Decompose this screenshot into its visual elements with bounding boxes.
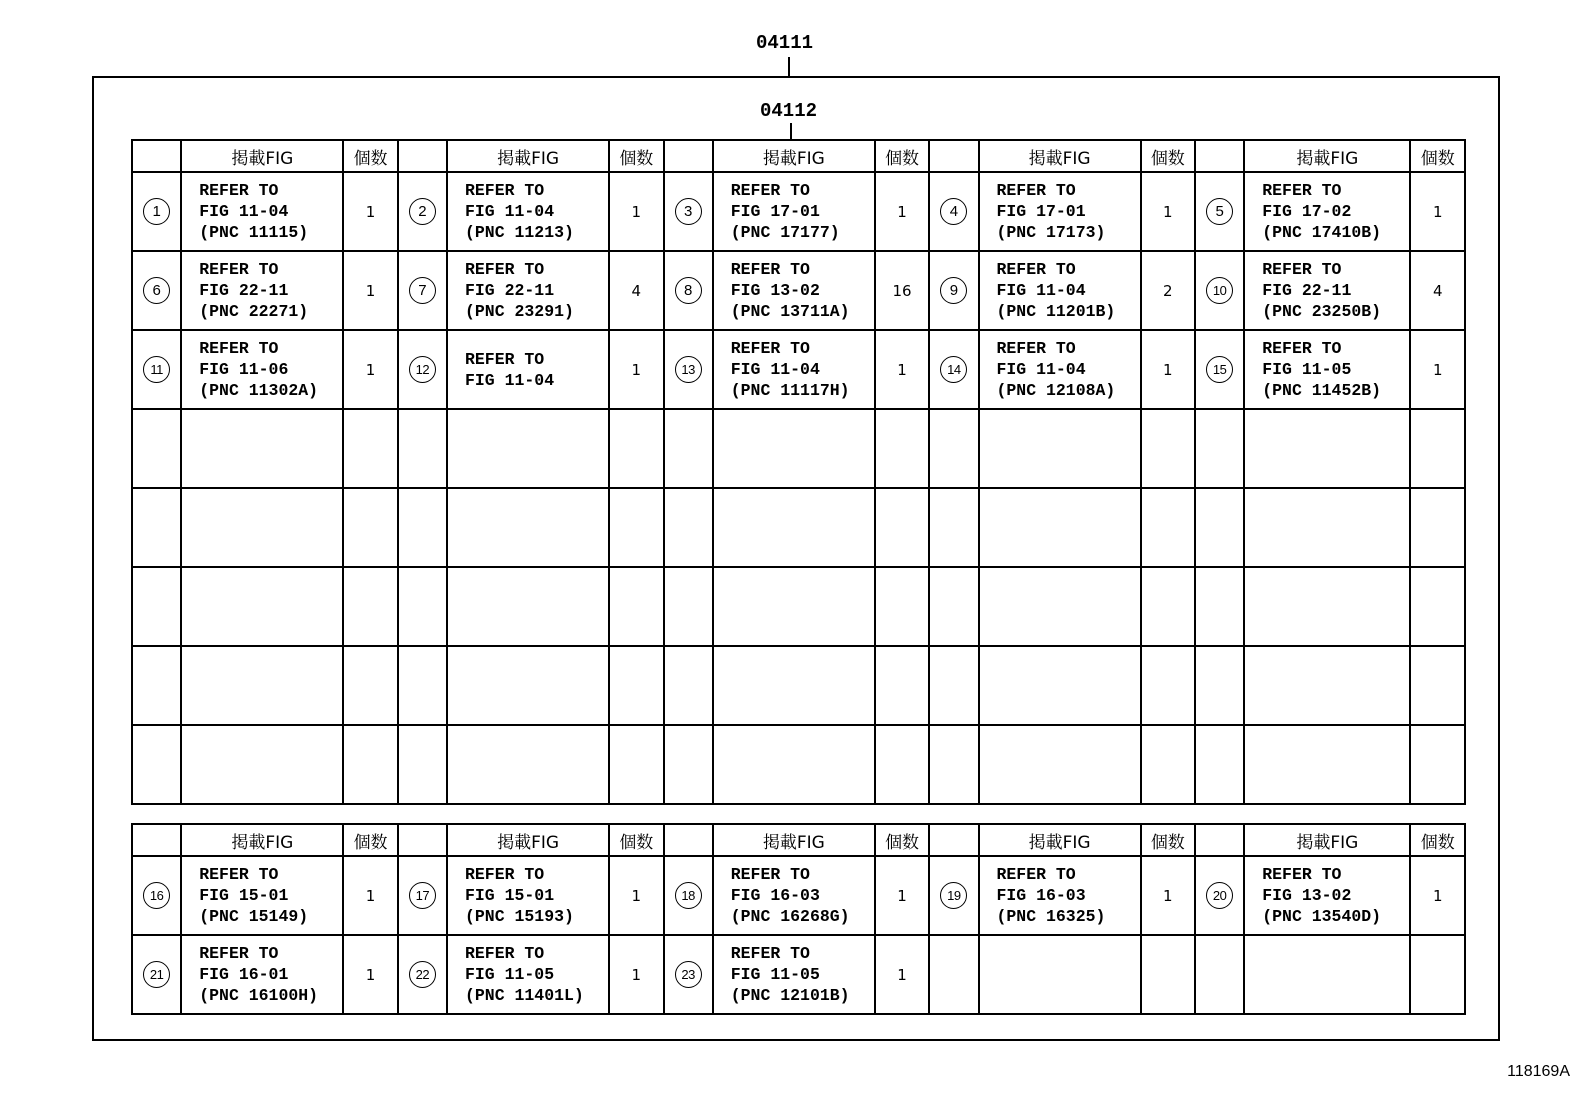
reference-cell	[713, 935, 875, 1014]
header-qty-cell: 個数	[875, 140, 929, 172]
reference-line: REFER TO	[730, 865, 810, 884]
reference-cell	[447, 409, 609, 488]
item-number-cell	[132, 409, 181, 488]
parts-table-top	[131, 139, 1466, 805]
reference-line: REFER TO	[465, 944, 545, 963]
item-number-cell	[132, 172, 181, 251]
quantity-cell	[609, 567, 663, 646]
reference-line: FIG 11-04	[996, 281, 1086, 300]
quantity-cell	[343, 725, 397, 804]
item-number-cell	[398, 725, 447, 804]
reference-line: REFER TO	[199, 865, 279, 884]
reference-line: REFER TO	[1262, 181, 1342, 200]
reference-cell	[447, 856, 609, 935]
reference-cell	[1244, 725, 1410, 804]
reference-line: (PNC 12101B)	[730, 986, 850, 1005]
quantity-cell: 1	[1410, 172, 1465, 251]
reference-line: REFER TO	[465, 181, 545, 200]
reference-line: FIG 11-05	[730, 965, 820, 984]
reference-cell	[979, 251, 1141, 330]
quantity-cell	[1141, 935, 1195, 1014]
item-number-cell	[398, 935, 447, 1014]
item-number-circle: 13	[675, 356, 702, 383]
reference-cell	[979, 935, 1141, 1014]
reference-line: REFER TO	[199, 944, 279, 963]
reference-line: FIG 22-11	[1262, 281, 1352, 300]
quantity-cell: 1	[875, 172, 929, 251]
header-fig-cell: 掲載FIG	[979, 140, 1141, 172]
quantity-cell: 1	[1410, 856, 1465, 935]
quantity-cell: 1	[1141, 856, 1195, 935]
item-number-cell	[929, 409, 978, 488]
quantity-cell: 1	[875, 856, 929, 935]
reference-cell	[979, 172, 1141, 251]
table-row	[132, 172, 1465, 251]
quantity-cell	[609, 646, 663, 725]
header-fig-cell: 掲載FIG	[1244, 140, 1410, 172]
reference-line: REFER TO	[730, 944, 810, 963]
header-num-cell	[132, 140, 181, 172]
reference-cell	[1244, 856, 1410, 935]
reference-line: FIG 13-02	[730, 281, 820, 300]
item-number-cell	[398, 646, 447, 725]
item-number-cell	[132, 567, 181, 646]
reference-cell	[979, 330, 1141, 409]
reference-cell	[713, 856, 875, 935]
item-number-circle: 3	[675, 198, 702, 225]
item-number-circle: 17	[409, 882, 436, 909]
item-number-cell	[398, 488, 447, 567]
reference-line: FIG 11-04	[199, 202, 289, 221]
reference-line: (PNC 16100H)	[199, 986, 319, 1005]
reference-line: (PNC 15193)	[465, 907, 574, 926]
reference-line: REFER TO	[465, 260, 545, 279]
reference-line: FIG 16-03	[730, 886, 820, 905]
header-num-cell	[398, 140, 447, 172]
reference-cell	[1244, 567, 1410, 646]
quantity-cell	[1410, 409, 1465, 488]
quantity-cell	[1410, 935, 1465, 1014]
item-number-circle: 20	[1206, 882, 1233, 909]
item-number-cell	[664, 172, 713, 251]
item-number-circle: 6	[143, 277, 170, 304]
reference-cell	[1244, 409, 1410, 488]
header-qty-cell: 個数	[875, 824, 929, 856]
reference-line: (PNC 15149)	[199, 907, 309, 926]
reference-cell	[181, 935, 343, 1014]
reference-cell	[979, 725, 1141, 804]
reference-line: (PNC 11115)	[199, 223, 309, 242]
inner-code-label: 04112	[760, 100, 818, 122]
item-number-cell	[398, 330, 447, 409]
item-number-circle: 7	[409, 277, 436, 304]
reference-line: FIG 11-05	[465, 965, 555, 984]
reference-line: REFER TO	[996, 339, 1076, 358]
quantity-cell	[1141, 725, 1195, 804]
quantity-cell	[609, 409, 663, 488]
reference-cell	[181, 251, 343, 330]
reference-line: (PNC 13711A)	[730, 302, 850, 321]
header-qty-cell: 個数	[343, 824, 397, 856]
reference-line: (PNC 11117H)	[730, 381, 850, 400]
reference-line: FIG 11-06	[199, 360, 289, 379]
item-number-circle: 11	[143, 356, 170, 383]
reference-line: REFER TO	[996, 260, 1076, 279]
reference-line: REFER TO	[730, 181, 810, 200]
reference-cell	[447, 646, 609, 725]
item-number-cell	[398, 172, 447, 251]
item-number-cell	[664, 409, 713, 488]
item-number-cell	[929, 856, 978, 935]
reference-line: FIG 15-01	[199, 886, 289, 905]
reference-cell	[447, 488, 609, 567]
reference-line: REFER TO	[199, 339, 279, 358]
inner-leader-line	[790, 123, 792, 140]
quantity-cell: 1	[875, 935, 929, 1014]
reference-cell	[713, 172, 875, 251]
reference-line: (PNC 11452B)	[1262, 381, 1382, 400]
reference-line: FIG 16-03	[996, 886, 1086, 905]
reference-cell	[447, 251, 609, 330]
reference-line: FIG 11-05	[1262, 360, 1352, 379]
item-number-circle: 23	[675, 961, 702, 988]
reference-cell	[979, 856, 1141, 935]
quantity-cell	[1141, 409, 1195, 488]
quantity-cell	[609, 488, 663, 567]
item-number-cell	[1195, 935, 1244, 1014]
item-number-cell	[1195, 330, 1244, 409]
quantity-cell	[875, 646, 929, 725]
item-number-cell	[664, 935, 713, 1014]
reference-cell	[979, 567, 1141, 646]
reference-line: FIG 17-02	[1262, 202, 1352, 221]
table-row	[132, 409, 1465, 488]
item-number-circle: 1	[143, 198, 170, 225]
quantity-cell	[343, 567, 397, 646]
reference-cell	[1244, 251, 1410, 330]
header-num-cell	[398, 824, 447, 856]
header-fig-cell: 掲載FIG	[713, 824, 875, 856]
reference-cell	[181, 856, 343, 935]
item-number-cell	[664, 330, 713, 409]
reference-cell	[979, 409, 1141, 488]
quantity-cell: 4	[609, 251, 663, 330]
reference-cell	[447, 725, 609, 804]
header-qty-cell: 個数	[609, 140, 663, 172]
reference-cell	[181, 567, 343, 646]
reference-line: REFER TO	[465, 865, 545, 884]
reference-cell	[447, 172, 609, 251]
reference-line: FIG 17-01	[996, 202, 1086, 221]
reference-cell	[979, 646, 1141, 725]
reference-line: FIG 22-11	[465, 281, 555, 300]
header-qty-cell: 個数	[1410, 140, 1465, 172]
quantity-cell	[1410, 646, 1465, 725]
reference-line: FIG 11-04	[465, 370, 555, 390]
quantity-cell: 1	[1410, 330, 1465, 409]
reference-line: REFER TO	[730, 260, 810, 279]
quantity-cell: 1	[343, 935, 397, 1014]
quantity-cell: 1	[609, 935, 663, 1014]
item-number-circle: 12	[409, 356, 436, 383]
item-number-cell	[1195, 409, 1244, 488]
header-row	[132, 824, 1465, 856]
reference-line: (PNC 12108A)	[996, 381, 1116, 400]
item-number-cell	[1195, 646, 1244, 725]
quantity-cell	[875, 409, 929, 488]
reference-cell	[713, 488, 875, 567]
reference-line: REFER TO	[1262, 260, 1342, 279]
reference-cell	[181, 409, 343, 488]
reference-cell	[1244, 935, 1410, 1014]
item-number-cell	[132, 330, 181, 409]
reference-line: (PNC 11201B)	[996, 302, 1116, 321]
reference-line: REFER TO	[1262, 339, 1342, 358]
item-number-cell	[664, 856, 713, 935]
reference-cell	[1244, 330, 1410, 409]
reference-line: REFER TO	[1262, 865, 1342, 884]
reference-cell	[181, 330, 343, 409]
item-number-circle: 8	[675, 277, 702, 304]
header-qty-cell: 個数	[1410, 824, 1465, 856]
reference-line: (PNC 22271)	[199, 302, 309, 321]
quantity-cell	[1141, 646, 1195, 725]
item-number-circle: 2	[409, 198, 436, 225]
reference-cell	[713, 725, 875, 804]
quantity-cell	[343, 646, 397, 725]
reference-cell	[447, 330, 609, 409]
quantity-cell: 4	[1410, 251, 1465, 330]
reference-line: (PNC 13540D)	[1262, 907, 1382, 926]
reference-cell	[1244, 646, 1410, 725]
item-number-cell	[132, 646, 181, 725]
quantity-cell: 1	[343, 251, 397, 330]
item-number-cell	[132, 725, 181, 804]
item-number-circle: 4	[940, 198, 967, 225]
quantity-cell	[343, 488, 397, 567]
item-number-cell	[132, 488, 181, 567]
quantity-cell	[875, 725, 929, 804]
item-number-circle: 5	[1206, 198, 1233, 225]
header-qty-cell: 個数	[1141, 140, 1195, 172]
item-number-cell	[1195, 251, 1244, 330]
reference-line: REFER TO	[199, 181, 279, 200]
item-number-circle: 16	[143, 882, 170, 909]
item-number-cell	[929, 251, 978, 330]
reference-cell	[713, 646, 875, 725]
item-number-cell	[398, 251, 447, 330]
item-number-circle: 21	[143, 961, 170, 988]
item-number-cell	[929, 488, 978, 567]
reference-cell	[181, 172, 343, 251]
header-fig-cell: 掲載FIG	[181, 824, 343, 856]
quantity-cell: 1	[343, 172, 397, 251]
item-number-cell	[132, 935, 181, 1014]
quantity-cell: 1	[343, 856, 397, 935]
reference-line: (PNC 17410B)	[1262, 223, 1382, 242]
quantity-cell: 16	[875, 251, 929, 330]
item-number-cell	[929, 172, 978, 251]
quantity-cell: 1	[1141, 172, 1195, 251]
reference-line: FIG 11-04	[730, 360, 820, 379]
quantity-cell	[875, 488, 929, 567]
item-number-cell	[1195, 856, 1244, 935]
reference-line: (PNC 17177)	[730, 223, 840, 242]
item-number-cell	[929, 646, 978, 725]
quantity-cell: 1	[609, 856, 663, 935]
reference-line: (PNC 23250B)	[1262, 302, 1382, 321]
header-num-cell	[132, 824, 181, 856]
header-row	[132, 140, 1465, 172]
item-number-cell	[664, 725, 713, 804]
figure-id: 118169A	[1507, 1063, 1570, 1080]
quantity-cell: 1	[343, 330, 397, 409]
header-fig-cell: 掲載FIG	[181, 140, 343, 172]
item-number-cell	[132, 251, 181, 330]
quantity-cell	[1410, 567, 1465, 646]
quantity-cell: 1	[609, 172, 663, 251]
item-number-cell	[664, 488, 713, 567]
reference-cell	[447, 567, 609, 646]
reference-cell	[181, 646, 343, 725]
table-row	[132, 856, 1465, 935]
reference-line: (PNC 17173)	[996, 223, 1106, 242]
reference-line: FIG 22-11	[199, 281, 289, 300]
item-number-cell	[1195, 488, 1244, 567]
reference-cell	[713, 409, 875, 488]
item-number-cell	[929, 725, 978, 804]
item-number-cell	[1195, 567, 1244, 646]
outer-leader-line	[788, 57, 790, 77]
reference-cell	[181, 488, 343, 567]
item-number-circle: 18	[675, 882, 702, 909]
reference-cell	[1244, 488, 1410, 567]
reference-cell	[979, 488, 1141, 567]
item-number-circle: 14	[940, 356, 967, 383]
header-fig-cell: 掲載FIG	[979, 824, 1141, 856]
quantity-cell	[609, 725, 663, 804]
header-qty-cell: 個数	[343, 140, 397, 172]
reference-cell	[447, 935, 609, 1014]
item-number-cell	[929, 567, 978, 646]
item-number-circle: 10	[1206, 277, 1233, 304]
item-number-cell	[664, 567, 713, 646]
reference-line: FIG 11-04	[465, 202, 555, 221]
quantity-cell: 1	[875, 330, 929, 409]
header-fig-cell: 掲載FIG	[1244, 824, 1410, 856]
reference-line: REFER TO	[996, 865, 1076, 884]
reference-line: FIG 13-02	[1262, 886, 1352, 905]
reference-line: REFER TO	[730, 339, 810, 358]
quantity-cell	[1410, 725, 1465, 804]
table-row	[132, 567, 1465, 646]
quantity-cell	[875, 567, 929, 646]
item-number-circle: 15	[1206, 356, 1233, 383]
header-fig-cell: 掲載FIG	[713, 140, 875, 172]
reference-line: (PNC 11302A)	[199, 381, 319, 400]
header-num-cell	[929, 824, 978, 856]
table-row	[132, 935, 1465, 1014]
reference-line: FIG 16-01	[199, 965, 289, 984]
quantity-cell: 1	[609, 330, 663, 409]
reference-line: (PNC 11213)	[465, 223, 574, 242]
reference-cell	[1244, 172, 1410, 251]
item-number-circle: 9	[940, 277, 967, 304]
reference-line: FIG 15-01	[465, 886, 555, 905]
quantity-cell: 2	[1141, 251, 1195, 330]
quantity-cell	[343, 409, 397, 488]
reference-line: (PNC 16268G)	[730, 907, 850, 926]
header-num-cell	[1195, 140, 1244, 172]
item-number-cell	[929, 935, 978, 1014]
item-number-cell	[132, 856, 181, 935]
table-row	[132, 251, 1465, 330]
item-number-cell	[1195, 725, 1244, 804]
header-num-cell	[1195, 824, 1244, 856]
item-number-cell	[929, 330, 978, 409]
item-number-cell	[664, 251, 713, 330]
quantity-cell	[1141, 567, 1195, 646]
table-row	[132, 330, 1465, 409]
header-num-cell	[664, 824, 713, 856]
table-row	[132, 488, 1465, 567]
outer-code-label: 04111	[756, 32, 814, 54]
item-number-circle: 19	[940, 882, 967, 909]
header-qty-cell: 個数	[1141, 824, 1195, 856]
reference-line: REFER TO	[465, 349, 545, 369]
header-fig-cell: 掲載FIG	[447, 824, 609, 856]
reference-line: (PNC 23291)	[465, 302, 574, 321]
item-number-cell	[398, 856, 447, 935]
quantity-cell	[1141, 488, 1195, 567]
reference-cell	[181, 725, 343, 804]
quantity-cell	[1410, 488, 1465, 567]
reference-cell	[713, 251, 875, 330]
header-qty-cell: 個数	[609, 824, 663, 856]
reference-cell	[713, 567, 875, 646]
reference-line: (PNC 16325)	[996, 907, 1106, 926]
header-num-cell	[929, 140, 978, 172]
reference-line: FIG 11-04	[996, 360, 1086, 379]
parts-table-bottom	[131, 823, 1466, 1015]
reference-line: REFER TO	[199, 260, 279, 279]
table-row	[132, 646, 1465, 725]
header-num-cell	[664, 140, 713, 172]
table-row	[132, 725, 1465, 804]
quantity-cell: 1	[1141, 330, 1195, 409]
reference-line: (PNC 11401L)	[465, 986, 584, 1005]
reference-line: REFER TO	[996, 181, 1076, 200]
item-number-cell	[398, 567, 447, 646]
item-number-cell	[398, 409, 447, 488]
item-number-cell	[1195, 172, 1244, 251]
reference-cell	[713, 330, 875, 409]
reference-line: FIG 17-01	[730, 202, 820, 221]
item-number-cell	[664, 646, 713, 725]
item-number-circle: 22	[409, 961, 436, 988]
header-fig-cell: 掲載FIG	[447, 140, 609, 172]
